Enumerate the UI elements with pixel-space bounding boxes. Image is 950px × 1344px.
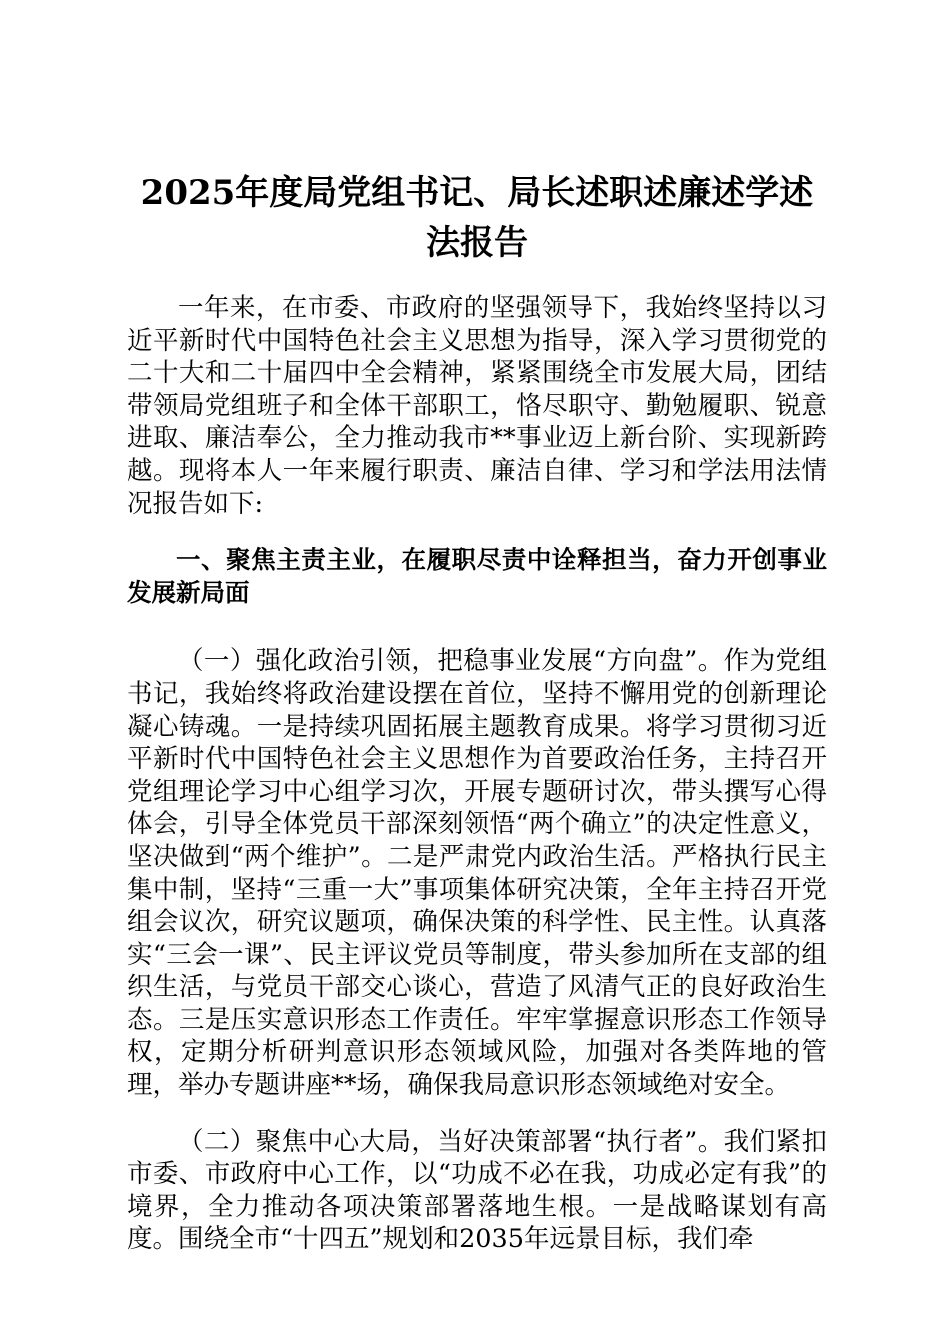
subsection-2-paragraph: （二）聚焦中心大局，当好决策部署“执行者”。我们紧扣市委、市政府中心工作，以“功成不必在我，功成必定有我”的境界，全力推动各项决策部署落地生根。一是战略谋划有高度。围绕全市“十四五”规划和2035年远景目标，我们牵 xyxy=(127,1126,827,1255)
title-line-2: 法报告 xyxy=(426,223,528,263)
document-title xyxy=(127,168,827,268)
subsection-1-paragraph: （一）强化政治引领，把稳事业发展“方向盘”。作为党组书记，我始终将政治建设摆在首位，坚持不懈用党的创新理论凝心铸魂。一是持续巩固拓展主题教育成果。将学习贯彻习近平新时代中国特色社会主义思想作为首要政治任务，主持召开党组理论学习中心组学习次，开展专题研讨次，带头撰写心得体会，引导全体党员干部深刻领悟“两个确立”的决定性意义，坚决做到“两个维护”。二是严肃党内政治生活。严格执行民主集中制，坚持“三重一大”事项集体研究决策，全年主持召开党组会议次，研究议题项，确保决策的科学性、民主性。认真落实“三会一课”、民主评议党员等制度，带头参加所在支部的组织生活，与党员干部交心谈心，营造了风清气正的良好政治生态。三是压实意识形态工作责任。牢牢掌握意识形态工作领导权，定期分析研判意识形态领域风险，加强对各类阵地的管理，举办专题讲座**场，确保我局意识形态领域绝对安全。 xyxy=(127,646,827,1101)
intro-paragraph: 一年来，在市委、市政府的坚强领导下，我始终坚持以习近平新时代中国特色社会主义思想为指导，深入学习贯彻党的二十大和二十届四中全会精神，紧紧围绕全市发展大局，团结带领局党组班子和全体干部职工，恪尽职守、勤勉履职、锐意进取、廉洁奉公，全力推动我市**事业迈上新台阶、实现新跨越。现将本人一年来履行职责、廉洁自律、学习和学法用法情况报告如下: xyxy=(127,293,827,519)
title-line-1: 2025年度局党组书记、局长述职述廉述学述 xyxy=(140,173,814,213)
document-page xyxy=(127,168,827,1256)
section-1-heading: 一、聚焦主责主业，在履职尽责中诠释担当，奋力开创事业发展新局面 xyxy=(127,545,827,607)
